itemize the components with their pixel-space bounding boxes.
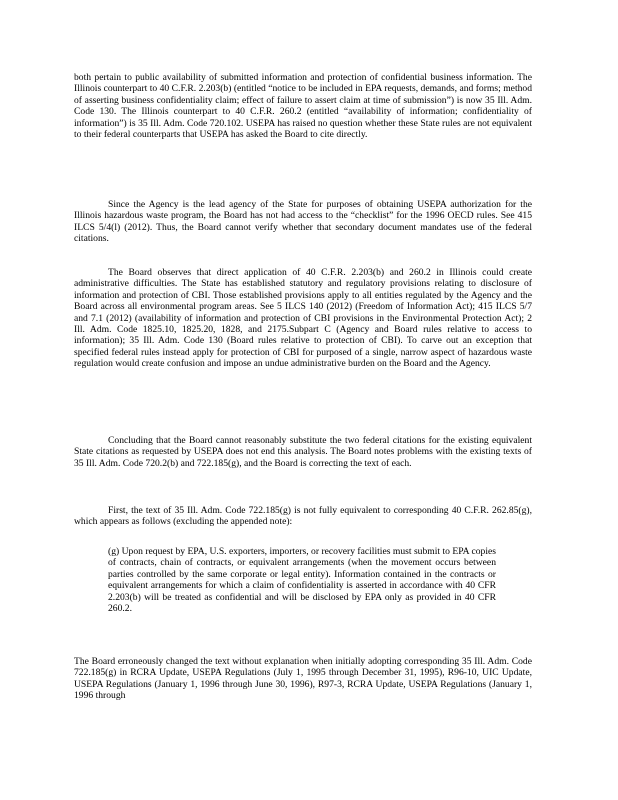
paragraph-agency-lead: Since the Agency is the lead agency of the State for purposes of obtaining USEPA authorization for the Illinois hazardous waste program, the Board has not had access to the “checklist” for the 1996 OECD rules. See 415 ILCS 5/4(l) (2012). Thus, the Board cannot verify whether that secondary document mandates use of the federal citations.: [74, 199, 532, 245]
paragraph-public-availability: both pertain to public availability of submitted information and protection of confidential business information. The Illinois counterpart to 40 C.F.R. 2.203(b) (entitled “notice to be included in EPA requests, demands, and forms; method of asserting business confidentiality claim; effect of failure to assert claim at time of submission”) is now 35 Ill. Adm. Code 130. The Illinois counterpart to 40 C.F.R. 260.2 (entitled “availability of information; confidentiality of information”) is 35 Ill. Adm. Code 720.102. USEPA has raised no question whether these State rules are not equivalent to their federal counterparts that USEPA has asked the Board to cite directly.: [74, 72, 532, 141]
paragraph-concluding: Concluding that the Board cannot reasonably substitute the two federal citations for the existing equivalent State citations as requested by USEPA does not end this analysis. The Board notes problems with the existing texts of 35 Ill. Adm. Code 720.2(b) and 722.185(g), and the Board is correcting the text of each.: [74, 435, 532, 469]
paragraph-first-text: First, the text of 35 Ill. Adm. Code 722.185(g) is not fully equivalent to corresponding 40 C.F.R. 262.85(g), which appears as follows (excluding the appended note):: [74, 505, 532, 528]
paragraph-board-observes: The Board observes that direct application of 40 C.F.R. 2.203(b) and 260.2 in Illinois could create administrative difficulties. The State has established statutory and regulatory provisions relating to disclosure of information and protection of CBI. Those established provisions apply to all entities regulated by the Agency and the Board across all environmental program areas. See 5 ILCS 140 (2012) (Freedom of Information Act); 415 ILCS 5/7 and 7.1 (2012) (availability of information and protection of CBI provisions in the Environmental Protection Act); 2 Ill. Adm. Code 1825.10, 1825.20, 1828, and 2175.Subpart C (Agency and Board rules relative to access to information); 35 Ill. Adm. Code 130 (Board rules relative to protection of CBI). To carve out an exception that specified federal rules instead apply for protection of CBI for purposed of a single, narrow aspect of hazardous waste regulation would create confusion and impose an undue administrative burden on the Board and the Agency.: [74, 267, 532, 370]
block-quote-regulation: (g) Upon request by EPA, U.S. exporters, importers, or recovery facilities must submit to EPA copies of contracts, chain of contracts, or equivalent arrangements (when the movement occurs between parties controlled by the same corporate or legal entity). Information contained in the contracts or equivalent arrangements for which a claim of confidentiality is asserted in accordance with 40 CFR 2.203(b) will be treated as confidential and will be disclosed by EPA only as provided in 40 CFR 260.2.: [108, 546, 496, 615]
paragraph-board-erroneously: The Board erroneously changed the text without explanation when initially adopting corresponding 35 Ill. Adm. Code 722.185(g) in RCRA Update, USEPA Regulations (July 1, 1995 through December 31, 1995), R96-10, UIC Update, USEPA Regulations (January 1, 1996 through June 30, 1996), R97-3, RCRA Update, USEPA Regulations (January 1, 1996 through: [74, 656, 532, 702]
